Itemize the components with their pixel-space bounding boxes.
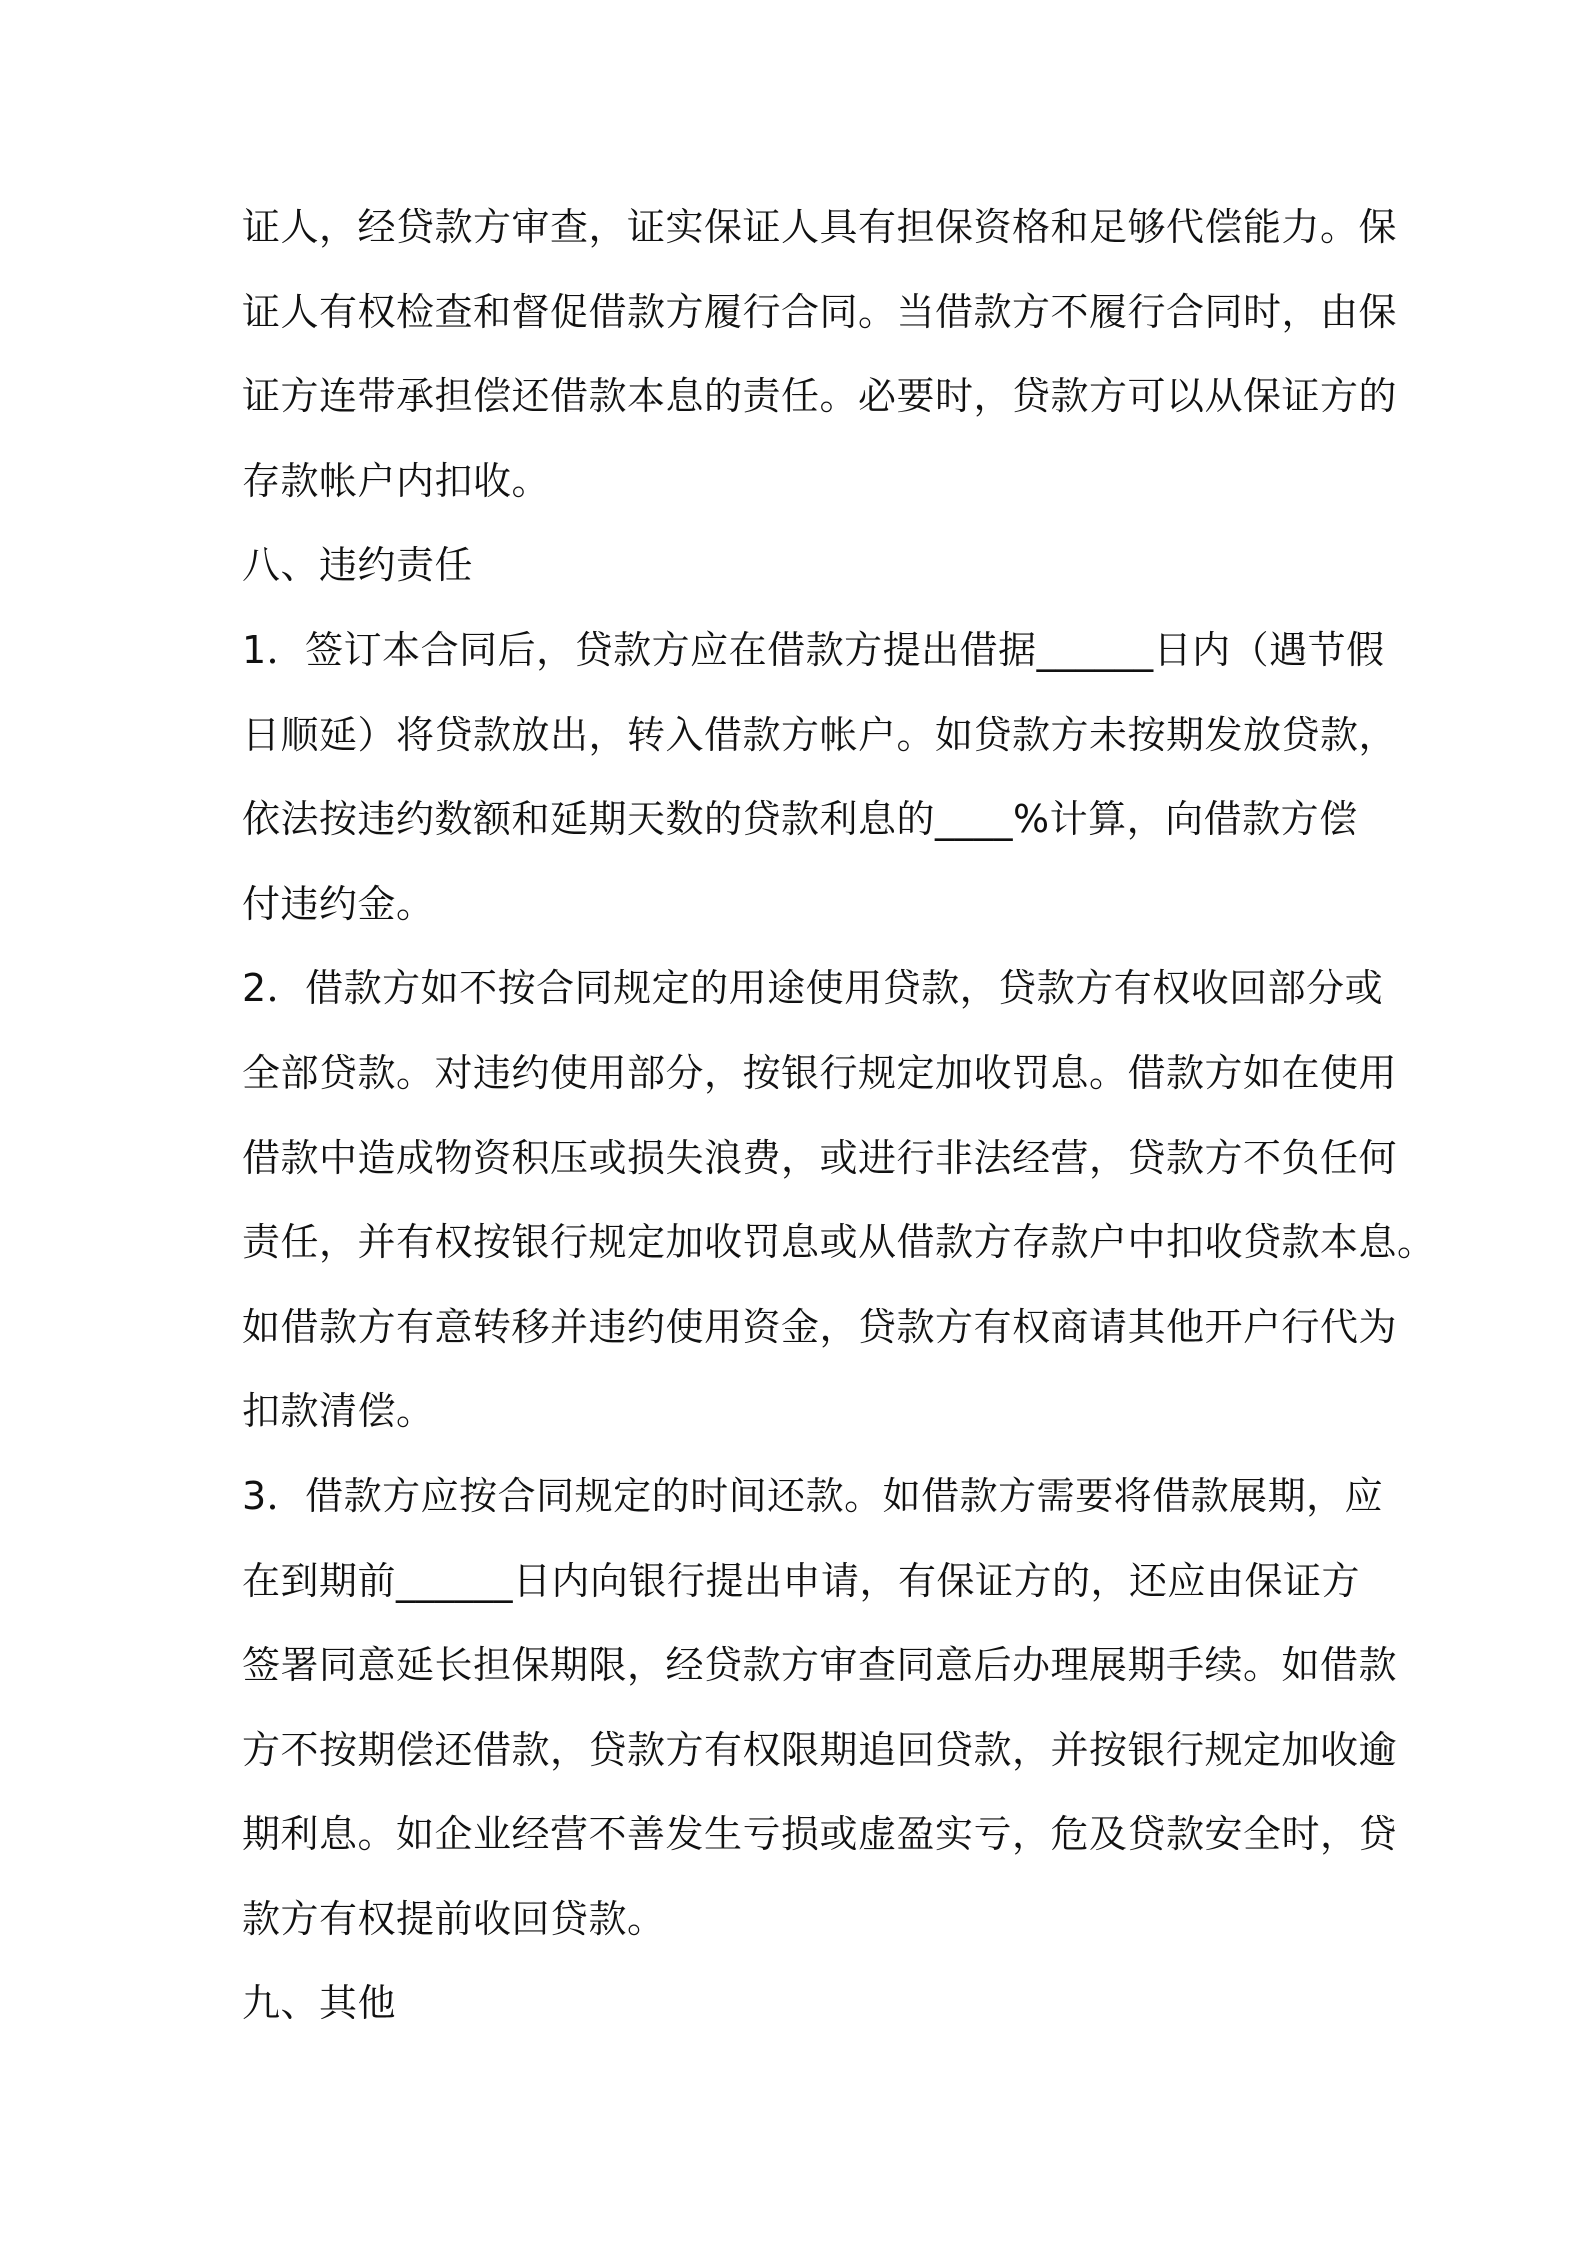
clause-2-line: 如借款方有意转移并违约使用资金，贷款方有权商请其他开户行代为 <box>242 1304 1398 1349</box>
clause-2-line: 扣款清偿。 <box>242 1389 435 1434</box>
paragraph-line: 证人，经贷款方审查，证实保证人具有担保资格和足够代偿能力。保 <box>242 205 1398 249</box>
paragraph-line: 存款帐户内扣收。 <box>242 458 551 503</box>
paragraph-line: 证方连带承担偿还借款本息的责任。必要时，贷款方可以从保证方的 <box>242 374 1398 419</box>
section-heading-breach-liability: 八、违约责任 <box>242 543 474 588</box>
clause-3-line: 签署同意延长担保期限，经贷款方审查同意后办理展期手续。如借款 <box>242 1643 1398 1688</box>
clause-2-line: 借款中造成物资积压或损失浪费，或进行非法经营，贷款方不负任何 <box>242 1135 1398 1180</box>
clause-1-line: 1．签订本合同后，贷款方应在借款方提出借据______日内（遇节假 <box>242 627 1385 672</box>
clause-2-line: 责任，并有权按银行规定加收罚息或从借款方存款户中扣收贷款本息。 <box>242 1220 1436 1265</box>
clause-3-line: 在到期前______日内向银行提出申请，有保证方的，还应由保证方 <box>242 1558 1361 1603</box>
clause-3-line: 3．借款方应按合同规定的时间还款。如借款方需要将借款展期，应 <box>242 1473 1384 1518</box>
clause-2-line: 全部贷款。对违约使用部分，按银行规定加收罚息。借款方如在使用 <box>242 1050 1398 1095</box>
clause-2-line: 2．借款方如不按合同规定的用途使用贷款，贷款方有权收回部分或 <box>242 966 1384 1011</box>
clause-3-line: 期利息。如企业经营不善发生亏损或虚盈实亏，危及贷款安全时，贷 <box>242 1812 1398 1857</box>
clause-3-line: 方不按期偿还借款，贷款方有权限期追回贷款，并按银行规定加收逾 <box>242 1727 1398 1772</box>
clause-3-line: 款方有权提前收回贷款。 <box>242 1896 666 1941</box>
paragraph-line: 证人有权检查和督促借款方履行合同。当借款方不履行合同时，由保 <box>242 289 1398 334</box>
document-body <box>242 203 1436 2064</box>
clause-1-line: 付违约金。 <box>242 881 435 926</box>
section-heading-other: 九、其他 <box>242 1981 397 2026</box>
clause-1-line: 依法按违约数额和延期天数的贷款利息的____%计算，向借款方偿 <box>242 797 1358 842</box>
clause-1-line: 日顺延）将贷款放出，转入借款方帐户。如贷款方未按期发放贷款， <box>242 712 1398 757</box>
